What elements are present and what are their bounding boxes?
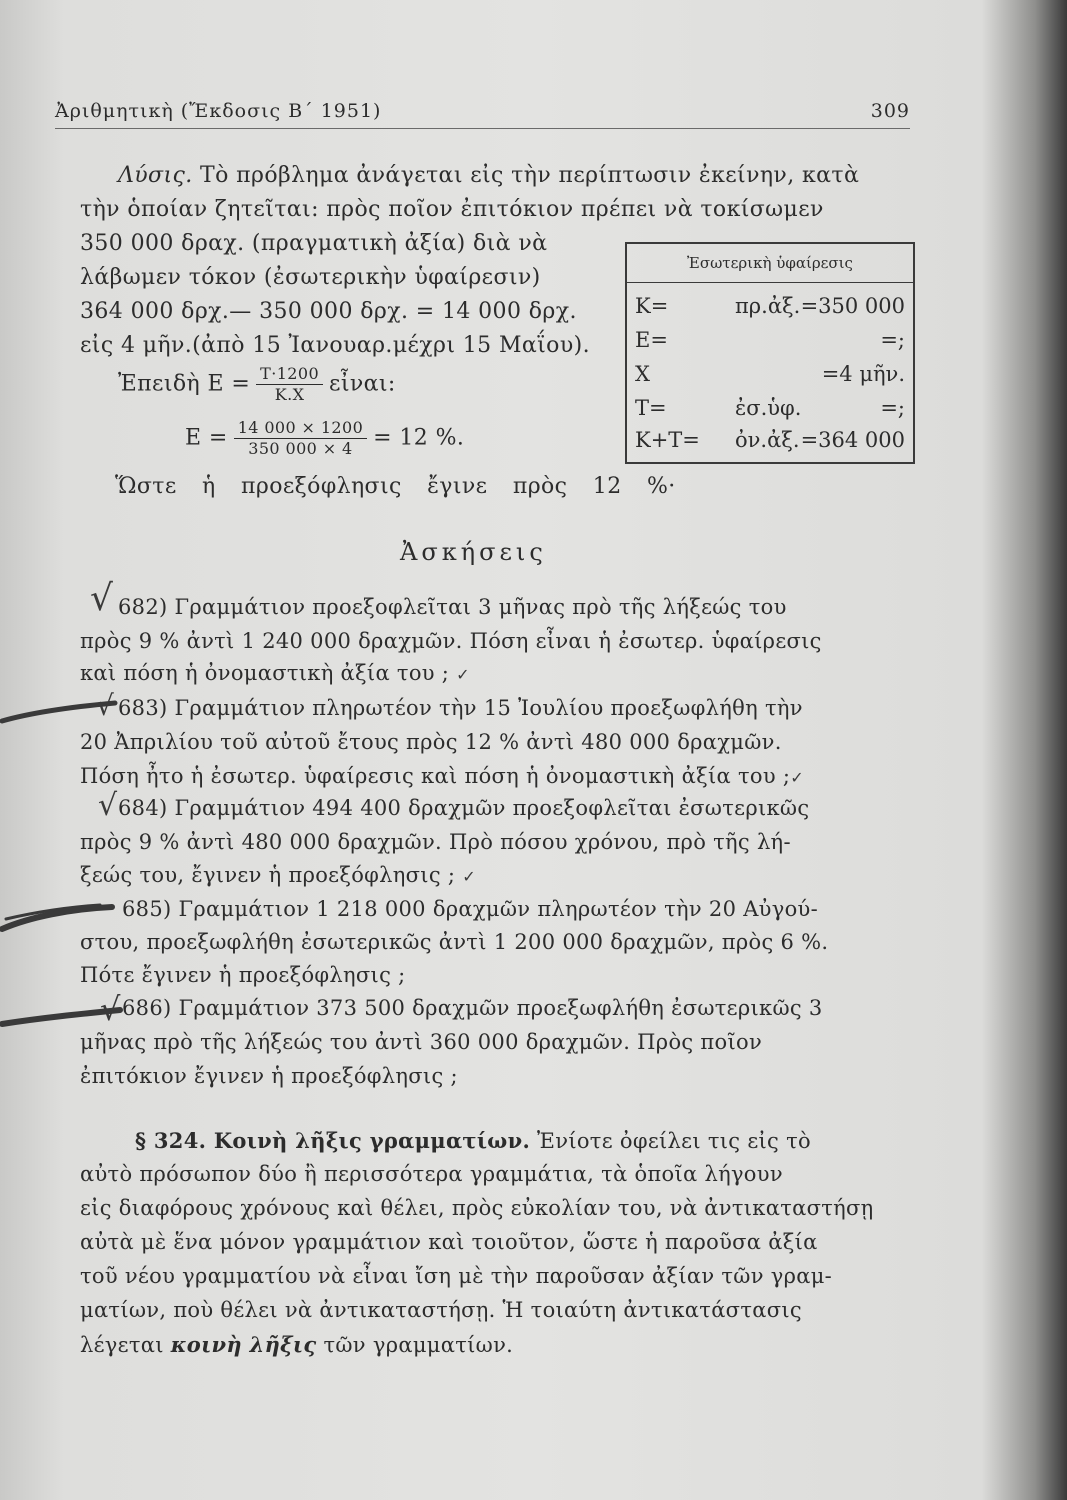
pen-stroke-icon: [0, 695, 120, 725]
exercise-682-line-2: πρὸς 9 % ἀντὶ 1 240 000 δραχμῶν. Πόση εἶναι ἡ ἐσωτερ. ὑφαίρεσις: [80, 629, 822, 653]
solution-line-6: εἰς 4 μῆν.(ἀπὸ 15 Ἰανουαρ.μέχρι 15 Μαΐου).: [80, 333, 590, 358]
section-324-line-7: λέγεται κοινὴ λῆξις τῶν γραμματίων.: [80, 1332, 514, 1357]
solution-lead: Λύσις.: [118, 163, 193, 188]
exercise-682-line-1: 682) Γραμμάτιον προεξοφλεῖται 3 μῆνας πρὸ τῆς λήξεώς του: [118, 595, 787, 619]
formula-1-fraction: $\frac{T\cdot 1200}{K.X}$: [256, 364, 323, 405]
section-324-line-5: τοῦ νέου γραμματίου νὰ εἶναι ἴση μὲ τὴν παροῦσαν ἀξίαν τῶν γραμ-: [80, 1264, 833, 1288]
section-324-line-3: εἰς διαφόρους χρόνους καὶ θέλει, πρὸς εὐκολίαν του, νὰ ἀντικαταστήσῃ: [80, 1196, 874, 1220]
formula-2: Ε = $\frac{14 000 \times 1200}{350 000 \times 4}$ = 12 %.: [185, 418, 465, 458]
tick-mark: ✓: [462, 867, 476, 886]
pen-stroke-icon: [0, 1000, 125, 1030]
box-row: Κ+Τ= ὀν.ἀξ. =364 000: [635, 428, 905, 452]
box-row: Κ= πρ.ἀξ. =350 000: [635, 294, 905, 318]
pen-stroke-icon: [0, 895, 120, 935]
key-term: κοινὴ λῆξις: [170, 1332, 317, 1357]
section-324-line-2: αὐτὸ πρόσωπον δύο ἢ περισσότερα γραμμάτια, τὰ ὁποῖα λήγουν: [80, 1162, 783, 1186]
exercise-683-line-3: Πόση ἦτο ἡ ἐσωτερ. ὑφαίρεσις καὶ πόση ἡ ὀνομαστικὴ ἀξία του ;✓: [80, 764, 804, 788]
exercise-683-line-2: 20 Ἀπριλίου τοῦ αὐτοῦ ἔτους πρὸς 12 % ἀντὶ 480 000 δραχμῶν.: [80, 730, 782, 754]
section-324-line-6: ματίων, ποὺ θέλει νὰ ἀντικαταστήσῃ. Ἡ τοιαύτη ἀντικατάστασις: [80, 1298, 802, 1322]
exercise-684-line-1: 684) Γραμμάτιον 494 400 δραχμῶν προεξοφλεῖται ἐσωτερικῶς: [118, 796, 810, 820]
box-row: Χ =4 μῆν.: [635, 362, 905, 386]
page-number: 309: [870, 100, 910, 122]
handwritten-check-icon: √: [100, 990, 121, 1028]
solution-line-1: Λύσις. Τὸ πρόβλημα ἀνάγεται εἰς τὴν περίπτωσιν ἐκείνην, κατὰ: [118, 163, 860, 188]
exercise-686-line-1: 686) Γραμμάτιον 373 500 δραχμῶν προεξωφλήθη ἐσωτερικῶς 3: [122, 996, 823, 1020]
solution-line-2: τὴν ὁποίαν ζητεῖται: πρὸς ποῖον ἐπιτόκιον πρέπει νὰ τοκίσωμεν: [80, 197, 824, 222]
formula-1: Ἐπειδὴ Ε = $\frac{T\cdot 1200}{K.X}$ εἶναι:: [118, 364, 396, 404]
handwritten-check-icon: √: [98, 788, 118, 823]
exercise-686-line-2: μῆνας πρὸ τῆς λήξεώς του ἀντὶ 360 000 δραχμῶν. Πρὸς ποῖον: [80, 1030, 763, 1054]
solution-line-3: 350 000 δραχ. (πραγματικὴ ἀξία) διὰ νὰ: [80, 231, 548, 256]
box-row: Ε= =;: [635, 328, 905, 352]
internal-discount-box: [625, 242, 915, 464]
section-324-line-1: § 324. Κοινὴ λῆξις γραμματίων. Ἐνίοτε ὀφείλει τις εἰς τὸ: [135, 1128, 811, 1153]
exercise-686-line-3: ἐπιτόκιον ἔγινεν ἡ προεξόφλησις ;: [80, 1064, 458, 1088]
handwritten-check-icon: √: [90, 578, 113, 619]
exercise-682-line-3: καὶ πόση ἡ ὀνομαστικὴ ἀξία του ; ✓: [80, 661, 470, 685]
tick-mark: ✓: [790, 768, 804, 787]
exercise-684-line-2: πρὸς 9 % ἀντὶ 480 000 δραχμῶν. Πρὸ πόσου χρόνου, πρὸ τῆς λή-: [80, 830, 791, 854]
handwritten-check-icon: √: [96, 689, 114, 722]
section-324-line-4: αὐτὰ μὲ ἕνα μόνον γραμμάτιον καὶ τοιοῦτον, ὥστε ἡ παροῦσα ἀξία: [80, 1230, 818, 1254]
running-header: [55, 98, 910, 129]
exercise-685-line-2: στου, προεξωφλήθη ἐσωτερικῶς ἀντὶ 1 200 000 δραχμῶν, πρὸς 6 %.: [80, 930, 829, 954]
exercises-title: Ἀσκήσεις: [400, 538, 547, 566]
formula-2-fraction: $\frac{14 000 \times 1200}{350 000 \times 4}$: [234, 418, 367, 459]
box-title: Ἐσωτερικὴ ὑφαίρεσις: [627, 244, 913, 283]
header-title: Ἀριθμητικὴ (Ἔκδοσις Β΄ 1951): [55, 100, 382, 122]
exercise-683-line-1: 683) Γραμμάτιον πληρωτέον τὴν 15 Ἰουλίου προεξωφλήθη τὴν: [118, 696, 803, 720]
exercise-685-line-3: Πότε ἔγινεν ἡ προεξόφλησις ;: [80, 963, 406, 987]
solution-line-4: λάβωμεν τόκον (ἐσωτερικὴν ὑφαίρεσιν): [80, 265, 541, 290]
section-324-heading: § 324. Κοινὴ λῆξις γραμματίων.: [135, 1128, 531, 1153]
exercise-685-line-1: 685) Γραμμάτιον 1 218 000 δραχμῶν πληρωτέον τὴν 20 Αὐγού-: [122, 897, 818, 921]
solution-line-5: 364 000 δρχ.— 350 000 δρχ. = 14 000 δρχ.: [80, 299, 577, 324]
exercise-684-line-3: ξεώς του, ἔγινεν ἡ προεξόφλησις ; ✓: [80, 863, 476, 887]
solution-conclusion: Ὥστε ἡ προεξόφλησις ἔγινε πρὸς 12 %·: [115, 474, 676, 499]
tick-mark: ✓: [456, 665, 470, 684]
box-row: Τ= ἐσ.ὑφ. =;: [635, 396, 905, 420]
